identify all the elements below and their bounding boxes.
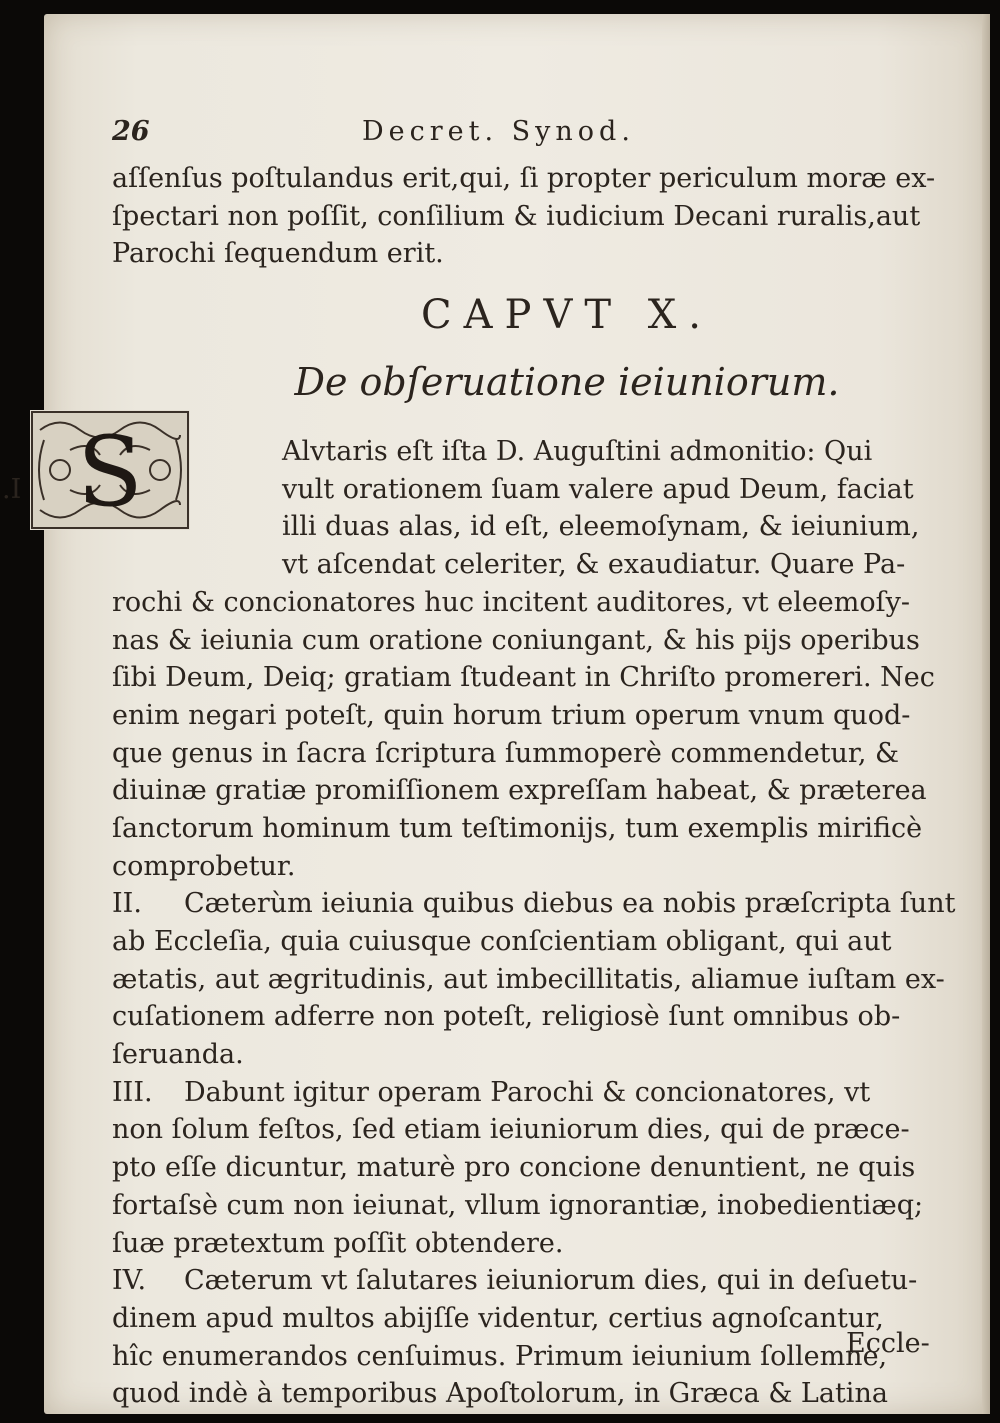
text-line: diuinæ gratiæ promiſſionem expreſſam habeat, & præterea bbox=[112, 775, 927, 807]
text-line: ſpectari non poſſit, conſilium & iudicium Decani ruralis,aut bbox=[112, 200, 921, 232]
text-line: .I vult orationem ſuam valere apud Deum, faciat bbox=[112, 471, 962, 509]
text-line: que genus in ſacra ſcriptura ſummoperè commendetur, & bbox=[112, 737, 900, 769]
running-title: Decret. Synod. bbox=[362, 116, 635, 147]
text-line: cuſationem adferre non poteſt, religiosè ſunt omnibus ob- bbox=[112, 1001, 901, 1033]
text-line: hîc enumerandos cenſuimus. Primum ieiunium ſollemne, bbox=[112, 1340, 888, 1372]
text-line: ſuæ prætextum poſſit obtendere. bbox=[112, 1227, 564, 1259]
text-line: aſſenſus poſtulandus erit,qui, ſi propter periculum moræ ex- bbox=[112, 163, 936, 194]
text-line: illi duas alas, id eſt, eleemoſynam, & ieiunium, bbox=[282, 511, 920, 543]
catchword: Eccle- bbox=[846, 1328, 930, 1359]
text-line: ſeruanda. bbox=[112, 1039, 244, 1071]
text-line: Parochi ſequendum erit. bbox=[112, 238, 444, 270]
text-line: ætatis, aut ægritudinis, aut imbecillitatis, aliamue iuſtam ex- bbox=[112, 963, 945, 995]
text-line: ſibi Deum, Deiq; gratiam ſtudeant in Chriſto promereri. Nec bbox=[112, 662, 935, 694]
chapter-heading: CAPVT X. bbox=[421, 292, 713, 339]
text-line: vt aſcendat celeriter, & exaudiatur. Quare Pa- bbox=[282, 549, 906, 581]
text-line: III. Dabunt igitur operam Parochi & concionatores, vt bbox=[112, 1074, 962, 1112]
text-line: enim negari poteſt, quin horum trium operum vnum quod- bbox=[112, 699, 911, 731]
page-edge bbox=[982, 14, 990, 1414]
text-line: Alvtaris eſt iſta D. Auguſtini admonitio: Qui bbox=[282, 436, 873, 468]
paragraph-number: II. bbox=[112, 888, 142, 920]
text-line: IV. Cæterum vt ſalutares ieiuniorum dies, qui in deſuetu- bbox=[112, 1262, 962, 1300]
text-line: pto eſſe dicuntur, maturè pro concione denuntient, ne quis bbox=[112, 1152, 916, 1184]
text-line: fortaſsè cum non ieiunat, vllum ignorantiæ, inobedientiæq; bbox=[112, 1189, 924, 1221]
text-line: quod indè à temporibus Apoſtolorum, in Græca & Latina bbox=[112, 1378, 888, 1410]
text-line: comprobetur. bbox=[112, 850, 296, 882]
initial-letter: S bbox=[77, 416, 143, 528]
body-text bbox=[2, 160, 962, 1413]
running-head bbox=[112, 116, 962, 156]
text-line: ſanctorum hominum tum teſtimonijs, tum exemplis mirificè bbox=[112, 812, 923, 844]
paragraph-number: III. bbox=[112, 1076, 153, 1108]
paragraph-number: .I bbox=[2, 473, 22, 505]
paragraph-number: IV. bbox=[112, 1265, 147, 1297]
text-line: dinem apud multos abijſſe videntur, certius agnoſcantur, bbox=[112, 1302, 884, 1334]
text-line: II. Cæterùm ieiunia quibus diebus ea nobis præſcripta ſunt bbox=[112, 885, 962, 923]
chapter-subtitle: De obſeruatione ieiuniorum. bbox=[294, 360, 840, 405]
text-line: non ſolum feſtos, ſed etiam ieiuniorum dies, qui de præce- bbox=[112, 1114, 910, 1146]
text-line: nas & ieiunia cum oratione coniungant, & his pijs operibus bbox=[112, 624, 920, 656]
page-number: 26 bbox=[112, 116, 150, 147]
text-line: rochi & concionatores huc incitent auditores, vt eleemoſy- bbox=[112, 586, 911, 618]
text-line: ab Eccleſia, quia cuiusque conſcientiam obligant, qui aut bbox=[112, 926, 892, 957]
